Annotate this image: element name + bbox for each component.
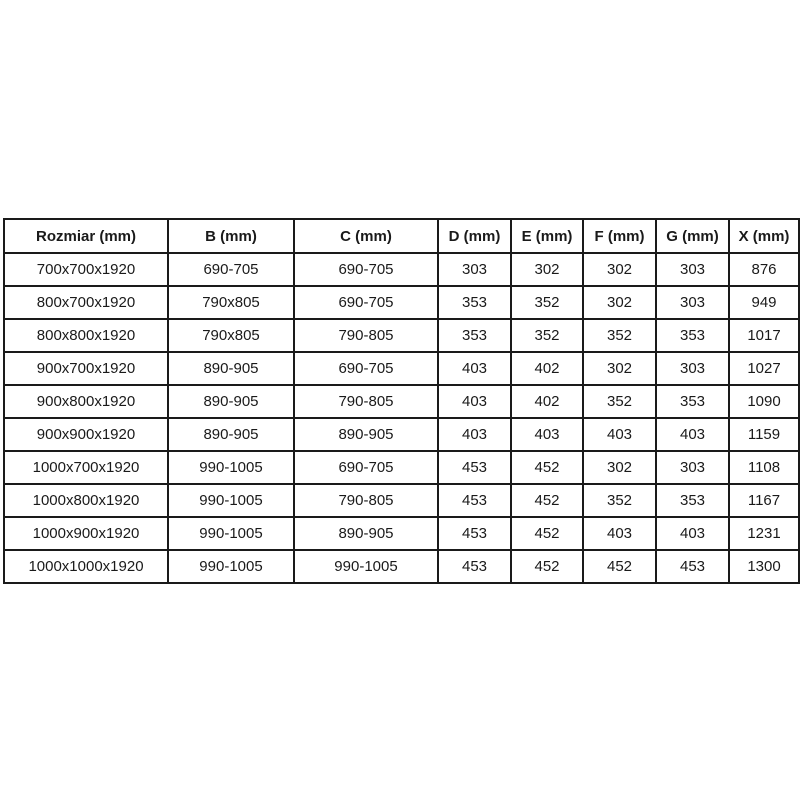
table-cell: 990-1005 <box>168 484 294 517</box>
table-cell: 353 <box>438 286 511 319</box>
table-cell: 303 <box>656 286 729 319</box>
table-cell: 1090 <box>729 385 799 418</box>
column-header: G (mm) <box>656 219 729 253</box>
table-cell: 403 <box>656 418 729 451</box>
table-cell: 303 <box>656 451 729 484</box>
column-header: E (mm) <box>511 219 583 253</box>
table-cell: 302 <box>583 352 656 385</box>
table-cell: 1108 <box>729 451 799 484</box>
table-row <box>4 517 799 550</box>
table-cell: 452 <box>511 451 583 484</box>
table-body <box>4 253 799 583</box>
column-header: D (mm) <box>438 219 511 253</box>
table-cell: 690-705 <box>294 451 438 484</box>
table-cell: 452 <box>511 484 583 517</box>
table-cell: 353 <box>656 385 729 418</box>
table-cell: 900x700x1920 <box>4 352 168 385</box>
table-cell: 352 <box>511 286 583 319</box>
table-cell: 1159 <box>729 418 799 451</box>
table-cell: 403 <box>656 517 729 550</box>
table-cell: 890-905 <box>168 385 294 418</box>
table-cell: 990-1005 <box>294 550 438 583</box>
table-cell: 402 <box>511 385 583 418</box>
table-cell: 402 <box>511 352 583 385</box>
table-row <box>4 286 799 319</box>
table-cell: 352 <box>511 319 583 352</box>
table-cell: 403 <box>438 352 511 385</box>
table-row <box>4 550 799 583</box>
table-cell: 900x900x1920 <box>4 418 168 451</box>
table-cell: 800x800x1920 <box>4 319 168 352</box>
table-cell: 890-905 <box>294 517 438 550</box>
table-cell: 302 <box>583 253 656 286</box>
table-header-row <box>4 219 799 253</box>
table-cell: 1027 <box>729 352 799 385</box>
table-cell: 690-705 <box>294 253 438 286</box>
column-header: B (mm) <box>168 219 294 253</box>
table-cell: 690-705 <box>168 253 294 286</box>
table-cell: 353 <box>656 319 729 352</box>
table-row <box>4 484 799 517</box>
table-cell: 302 <box>583 286 656 319</box>
table-row <box>4 352 799 385</box>
table-cell: 452 <box>583 550 656 583</box>
table-cell: 990-1005 <box>168 451 294 484</box>
table-cell: 302 <box>511 253 583 286</box>
table-cell: 453 <box>438 550 511 583</box>
table-cell: 352 <box>583 484 656 517</box>
table-cell: 990-1005 <box>168 517 294 550</box>
table-row <box>4 253 799 286</box>
table-cell: 403 <box>438 418 511 451</box>
table-cell: 303 <box>656 253 729 286</box>
table-cell: 403 <box>511 418 583 451</box>
table-cell: 403 <box>583 517 656 550</box>
table-cell: 303 <box>656 352 729 385</box>
table-cell: 790x805 <box>168 319 294 352</box>
table-cell: 876 <box>729 253 799 286</box>
table-cell: 453 <box>438 451 511 484</box>
table-cell: 353 <box>438 319 511 352</box>
column-header: C (mm) <box>294 219 438 253</box>
table-cell: 790x805 <box>168 286 294 319</box>
table-cell: 690-705 <box>294 352 438 385</box>
table-cell: 403 <box>438 385 511 418</box>
table-cell: 1017 <box>729 319 799 352</box>
table-cell: 353 <box>656 484 729 517</box>
table-cell: 1000x800x1920 <box>4 484 168 517</box>
table-cell: 352 <box>583 385 656 418</box>
column-header: Rozmiar (mm) <box>4 219 168 253</box>
table-cell: 352 <box>583 319 656 352</box>
table-cell: 949 <box>729 286 799 319</box>
table-cell: 900x800x1920 <box>4 385 168 418</box>
table-cell: 790-805 <box>294 385 438 418</box>
table-cell: 790-805 <box>294 484 438 517</box>
table-cell: 452 <box>511 517 583 550</box>
table-cell: 1000x700x1920 <box>4 451 168 484</box>
table-cell: 452 <box>511 550 583 583</box>
table-row <box>4 319 799 352</box>
table-cell: 453 <box>438 484 511 517</box>
table-row <box>4 451 799 484</box>
table-cell: 890-905 <box>168 352 294 385</box>
table-cell: 1000x1000x1920 <box>4 550 168 583</box>
table-cell: 890-905 <box>168 418 294 451</box>
table-cell: 800x700x1920 <box>4 286 168 319</box>
table-cell: 302 <box>583 451 656 484</box>
table-cell: 790-805 <box>294 319 438 352</box>
table-cell: 1300 <box>729 550 799 583</box>
table-cell: 990-1005 <box>168 550 294 583</box>
table-cell: 1231 <box>729 517 799 550</box>
table-row <box>4 418 799 451</box>
table-cell: 1000x900x1920 <box>4 517 168 550</box>
table-cell: 303 <box>438 253 511 286</box>
table-row <box>4 385 799 418</box>
table-header <box>4 219 799 253</box>
table-cell: 453 <box>656 550 729 583</box>
table-cell: 700x700x1920 <box>4 253 168 286</box>
table-cell: 453 <box>438 517 511 550</box>
table-cell: 403 <box>583 418 656 451</box>
column-header: F (mm) <box>583 219 656 253</box>
table-cell: 890-905 <box>294 418 438 451</box>
dimension-spec-table <box>3 218 800 584</box>
table-cell: 1167 <box>729 484 799 517</box>
table-cell: 690-705 <box>294 286 438 319</box>
column-header: X (mm) <box>729 219 799 253</box>
